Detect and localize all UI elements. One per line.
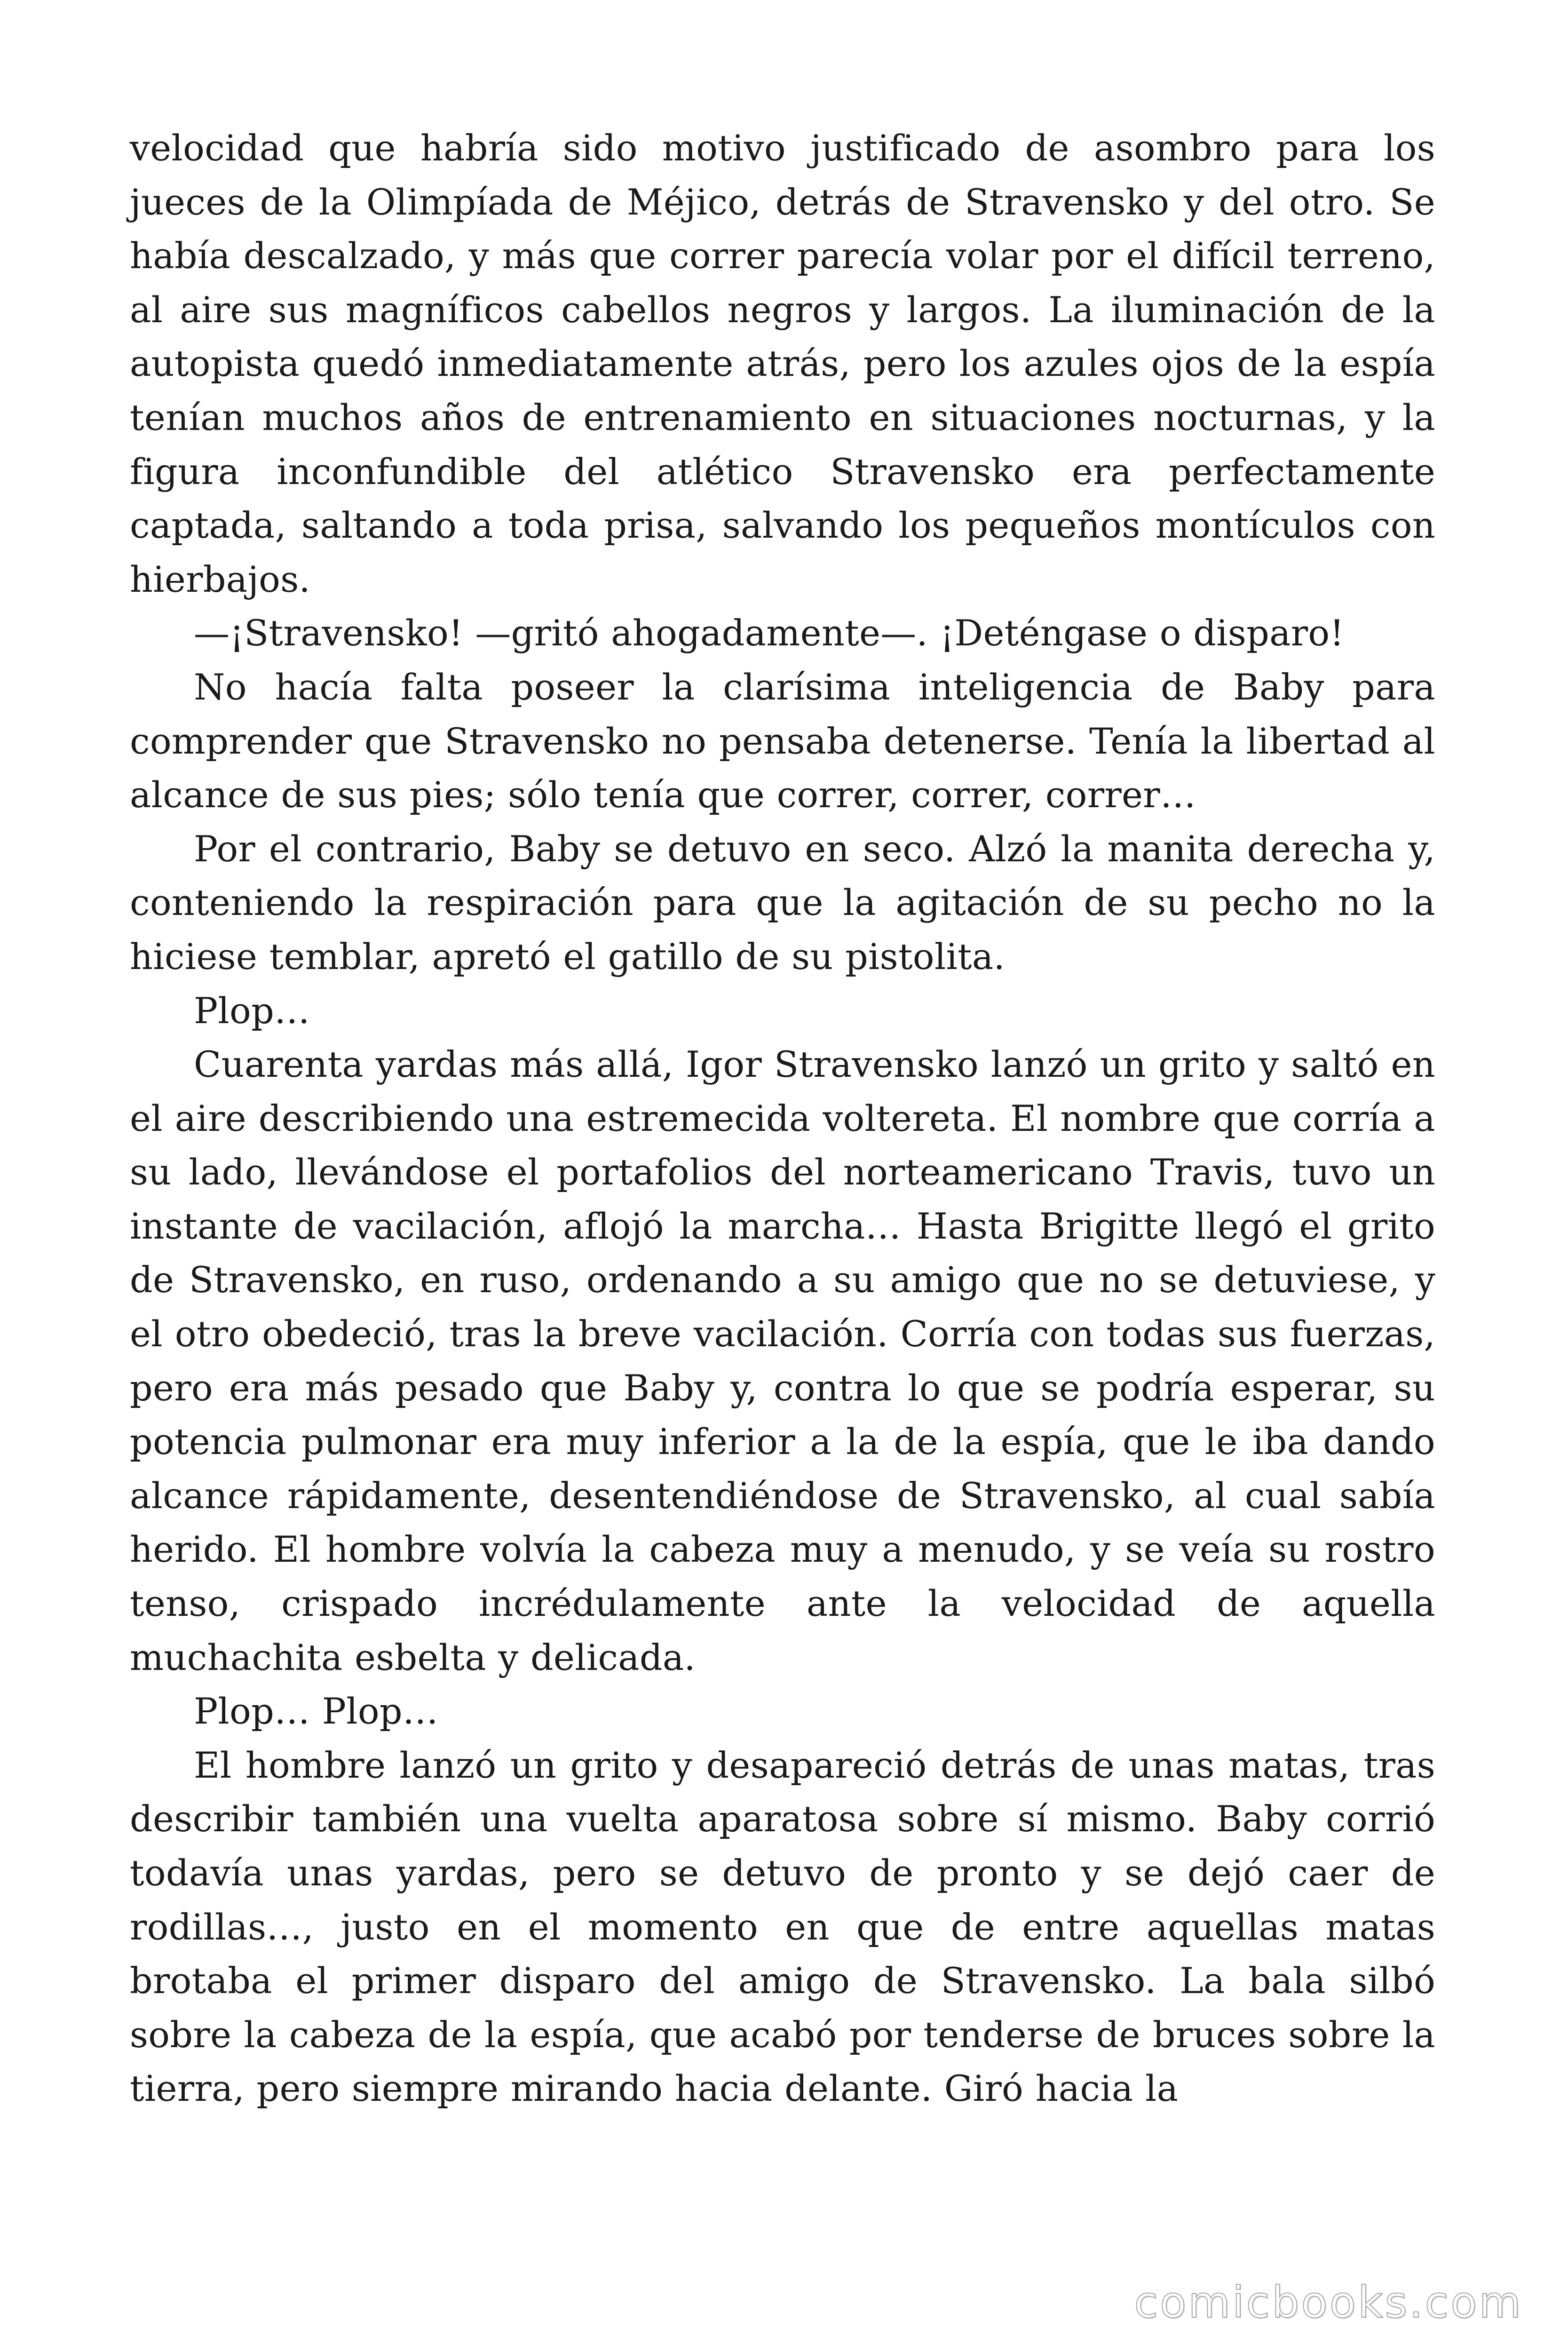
paragraph: Por el contrario, Baby se detuvo en seco. Alzó la manita derecha y, conteniendo la respiración para que la agitación de su pecho no la hiciese temblar, apretó el gatillo de su pistolita.	[130, 827, 1435, 977]
paragraph: velocidad que habría sido motivo justificado de asombro para los jueces de la Olimpíada de Méjico, detrás de Stravensko y del otro. Se había descalzado, y más que correr parecía volar por el difícil terreno, al aire sus magníficos cabellos negros y largos. La iluminación de la autopista quedó inmediatamente atrás, pero los azules ojos de la espía tenían muchos años de entrenamiento en situaciones nocturnas, y la figura inconfundible del atlético Stravensko era perfectamente captada, saltando a toda prisa, salvando los pequeños montículos con hierbajos.	[130, 127, 1435, 600]
document-body	[130, 121, 1435, 2116]
paragraph: El hombre lanzó un grito y desapareció detrás de unas matas, tras describir también una vuelta aparatosa sobre sí mismo. Baby corrió todavía unas yardas, pero se detuvo de pronto y se dejó caer de rodillas…, justo en el momento en que de entre aquellas matas brotaba el primer disparo del amigo de Stravensko. La bala silbó sobre la cabeza de la espía, que acabó por tenderse de bruces sobre la tierra, pero siempre mirando hacia delante. Giró hacia la	[130, 1744, 1435, 2110]
paragraph: No hacía falta poseer la clarísima inteligencia de Baby para comprender que Stravensko no pensaba detenerse. Tenía la libertad al alcance de sus pies; sólo tenía que correr, correr, correr…	[130, 666, 1435, 816]
site-watermark: comicbooks.com	[1134, 2277, 1523, 2328]
paragraph: —¡Stravensko! —gritó ahogadamente—. ¡Deténgase o disparo!	[194, 612, 1345, 654]
paragraph: Plop… Plop…	[194, 1690, 439, 1732]
paragraph: Cuarenta yardas más allá, Igor Stravensko lanzó un grito y saltó en el aire describiendo una estremecida voltereta. El nombre que corría a su lado, llevándose el portafolios del norteamericano Travis, tuvo un instante de vacilación, aflojó la marcha… Hasta Brigitte llegó el grito de Stravensko, en ruso, ordenando a su amigo que no se detuviese, y el otro obedeció, tras la breve vacilación. Corría con todas sus fuerzas, pero era más pesado que Baby y, contra lo que se podría esperar, su potencia pulmonar era muy inferior a la de la espía, que le iba dando alcance rápidamente, desentendiéndose de Stravensko, al cual sabía herido. El hombre volvía la cabeza muy a menudo, y se veía su rostro tenso, crispado incrédulamente ante la velocidad de aquella muchachita esbelta y delicada.	[130, 1043, 1435, 1678]
paragraph: Plop…	[194, 989, 310, 1032]
